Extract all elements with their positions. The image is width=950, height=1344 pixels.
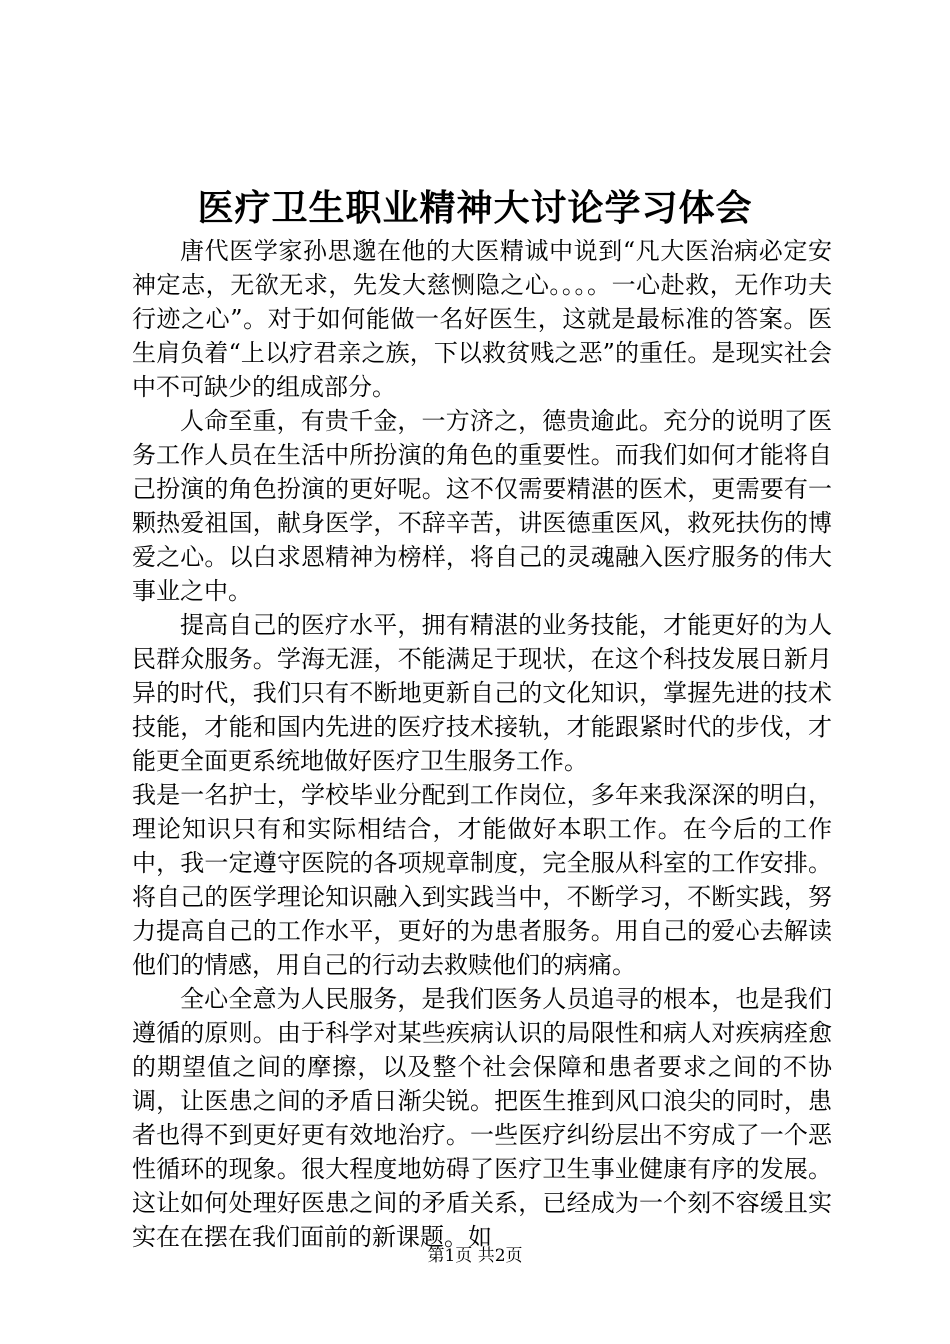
document-body (132, 234, 832, 1254)
paragraph: 提高自己的医疗水平，拥有精湛的业务技能，才能更好的为人民群众服务。学海无涯，不能满足于现状，在这个科技发展日新月异的时代，我们只有不断地更新自己的文化知识，掌握先进的技术技能，才能和国内先进的医疗技术接轨，才能跟紧时代的步伐，才能更全面更系统地做好医疗卫生服务工作。 (132, 611, 832, 775)
page-title: 医疗卫生职业精神大讨论学习体会 (197, 187, 753, 229)
paragraph: 我是一名护士，学校毕业分配到工作岗位，多年来我深深的明白，理论知识只有和实际相结合，才能做好本职工作。在今后的工作中，我一定遵守医院的各项规章制度，完全服从科室的工作安排。将自己的医学理论知识融入到实践当中，不断学习，不断实践，努力提高自己的工作水平，更好的为患者服务。用自己的爱心去解读他们的情感，用自己的行动去救赎他们的病痛。 (132, 781, 832, 979)
page-number: 第1页 共2页 (427, 1246, 523, 1266)
paragraph: 唐代医学家孙思邈在他的大医精诚中说到“凡大医治病必定安神定志，无欲无求，先发大慈恻隐之心。。。。一心赴救，无作功夫行迹之心”。对于如何能做一名好医生，这就是最标准的答案。医生肩负着“上以疗君亲之族，下以救贫贱之恶”的重任。是现实社会中不可缺少的组成部分。 (132, 237, 832, 401)
paragraph: 全心全意为人民服务，是我们医务人员追寻的根本，也是我们遵循的原则。由于科学对某些疾病认识的局限性和病人对疾病痊愈的期望值之间的摩擦，以及整个社会保障和患者要求之间的不协调，让医患之间的矛盾日渐尖锐。把医生推到风口浪尖的同时，患者也得不到更好更有效地治疗。一些医疗纠纷层出不穷成了一个恶性循环的现象。很大程度地妨碍了医疗卫生事业健康有序的发展。这让如何处理好医患之间的矛盾关系，已经成为一个刻不容缓且实实在在摆在我们面前的新课题。如 (132, 985, 832, 1251)
paragraph: 人命至重，有贵千金，一方济之，德贵逾此。充分的说明了医务工作人员在生活中所扮演的角色的重要性。而我们如何才能将自己扮演的角色扮演的更好呢。这不仅需要精湛的医术，更需要有一颗热爱祖国，献身医学，不辞辛苦，讲医德重医风，救死扶伤的博爱之心。以白求恩精神为榜样，将自己的灵魂融入医疗服务的伟大事业之中。 (132, 407, 832, 605)
